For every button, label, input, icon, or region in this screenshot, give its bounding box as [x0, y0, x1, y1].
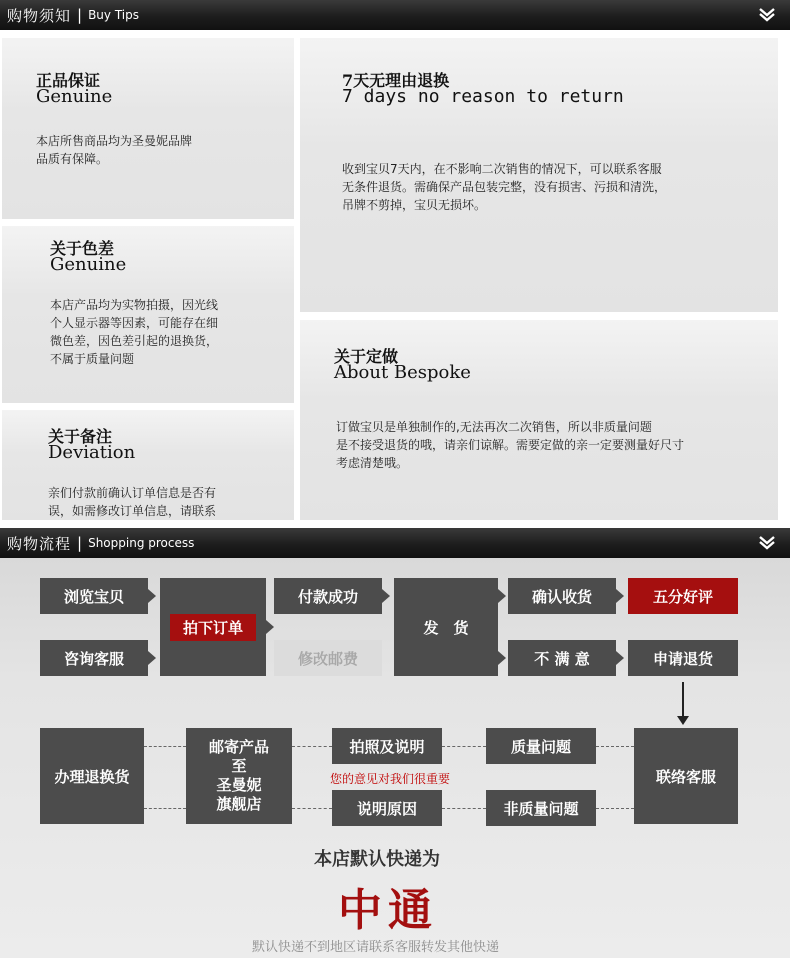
body-line: 微色差，因色差引起的退换货， — [50, 334, 219, 348]
panel-english: Genuine — [50, 254, 127, 275]
body-line: 品质有保障。 — [36, 152, 109, 166]
connector-dashed — [596, 808, 634, 809]
connector-dashed — [596, 746, 634, 747]
shopping-process-bar — [0, 528, 790, 558]
body-line: 订做宝贝是单独制作的,无法再次二次销售，所以非质量问题 — [336, 420, 652, 434]
arrow-right-icon — [382, 589, 390, 603]
step-quality-issue: 质量问题 — [486, 728, 596, 764]
process-flowchart — [0, 558, 790, 958]
courier-name: 中通 — [338, 885, 438, 936]
arrow-right-icon — [148, 589, 156, 603]
step-browse: 浏览宝贝 — [40, 578, 148, 614]
panel-heading: 正品保证 — [36, 71, 101, 90]
panel-body — [50, 296, 218, 368]
buy-tips-title: 购物须知 — [7, 6, 72, 25]
panel-body — [36, 132, 192, 168]
step-contact-service: 联络客服 — [634, 728, 738, 824]
body-line: 本店所售商品均为圣曼妮品牌 — [36, 134, 193, 148]
panel-english: Genuine — [36, 86, 113, 107]
arrow-right-icon — [266, 620, 274, 634]
chevron-down-icon[interactable] — [758, 534, 776, 550]
step-pay: 付款成功 — [274, 578, 382, 614]
body-line: 不属于质量问题 — [50, 352, 135, 366]
arrow-right-icon — [616, 651, 624, 665]
panel-body — [336, 418, 684, 472]
connector-dashed — [442, 808, 486, 809]
panel-heading: 关于色差 — [50, 239, 115, 258]
panel-body — [342, 160, 666, 214]
step-five-star-review: 五分好评 — [628, 578, 738, 614]
arrow-down-icon — [677, 716, 689, 725]
step-consult: 咨询客服 — [40, 640, 148, 676]
buy-tips-panels — [0, 30, 790, 520]
panel-english: 7 days no reason to return — [342, 86, 624, 107]
bar-separator: | — [77, 534, 83, 552]
buy-tips-bar — [0, 0, 790, 30]
connector-dashed — [442, 746, 486, 747]
body-line: 考虑清楚哦。 — [336, 456, 409, 470]
chevron-down-icon[interactable] — [758, 6, 776, 22]
body-line: 误，如需修改订单信息，请联系 — [48, 504, 217, 518]
panel-color-difference — [2, 226, 294, 403]
step-confirm: 确认收货 — [508, 578, 616, 614]
arrow-right-icon — [498, 589, 506, 603]
panel-heading: 关于定做 — [334, 347, 399, 366]
panel-bespoke — [300, 320, 778, 520]
mail-line: 旗舰店 — [216, 795, 262, 813]
step-unsatisfied: 不 满 意 — [508, 640, 616, 676]
panel-heading: 关于备注 — [48, 427, 113, 446]
step-ship: 发 货 — [394, 578, 498, 676]
step-mail-product — [186, 728, 292, 824]
delivery-footnote: 默认快递不到地区请联系客服转发其他快递 — [252, 940, 500, 955]
body-line: 收到宝贝7天内，在不影响二次销售的情况下，可以联系客服 — [342, 162, 662, 176]
bar-separator: | — [77, 6, 83, 24]
body-line: 亲们付款前确认订单信息是否有 — [48, 486, 217, 500]
delivery-title: 本店默认快递为 — [314, 849, 440, 870]
panel-english: About Bespoke — [334, 362, 471, 383]
connector-dashed — [144, 746, 186, 747]
connector-dashed — [144, 808, 186, 809]
mail-line: 邮寄产品 — [208, 738, 269, 756]
step-non-quality-issue: 非质量问题 — [486, 790, 596, 826]
mail-line: 圣曼妮 — [216, 776, 262, 794]
body-line: 是不接受退货的哦，请亲们谅解。需要定做的亲一定要测量好尺寸 — [336, 438, 685, 452]
panel-heading: 7天无理由退换 — [342, 71, 450, 90]
step-modify-postage: 修改邮费 — [274, 640, 382, 676]
body-line: 个人显示器等因素，可能存在细 — [50, 316, 219, 330]
arrow-right-icon — [498, 651, 506, 665]
step-order: 拍下订单 — [170, 614, 256, 641]
panel-english: Deviation — [48, 442, 136, 463]
panel-remark — [2, 410, 294, 520]
step-photo-explain: 拍照及说明 — [332, 728, 442, 764]
process-title: 购物流程 — [7, 534, 72, 553]
body-line: 吊牌不剪掉，宝贝无损坏。 — [342, 198, 487, 212]
step-request-return: 申请退货 — [628, 640, 738, 676]
panel-return — [300, 38, 778, 312]
step-explain-reason: 说明原因 — [332, 790, 442, 826]
arrow-right-icon — [616, 589, 624, 603]
process-subtitle: Shopping process — [88, 536, 195, 550]
arrow-right-icon — [148, 651, 156, 665]
connector-dashed — [292, 746, 332, 747]
body-line: 无条件退货。需确保产品包装完整，没有损害、污损和清洗， — [342, 180, 667, 194]
connector-dashed — [292, 808, 332, 809]
feedback-note: 您的意见对我们很重要 — [330, 772, 451, 786]
connector-line — [682, 682, 684, 718]
panel-genuine — [2, 38, 294, 219]
mail-line: 至 — [231, 757, 247, 775]
body-line: 本店产品均为实物拍摄，因光线 — [50, 298, 219, 312]
step-handle-return: 办理退换货 — [40, 728, 144, 824]
buy-tips-subtitle: Buy Tips — [88, 8, 139, 22]
panel-body — [48, 484, 216, 520]
